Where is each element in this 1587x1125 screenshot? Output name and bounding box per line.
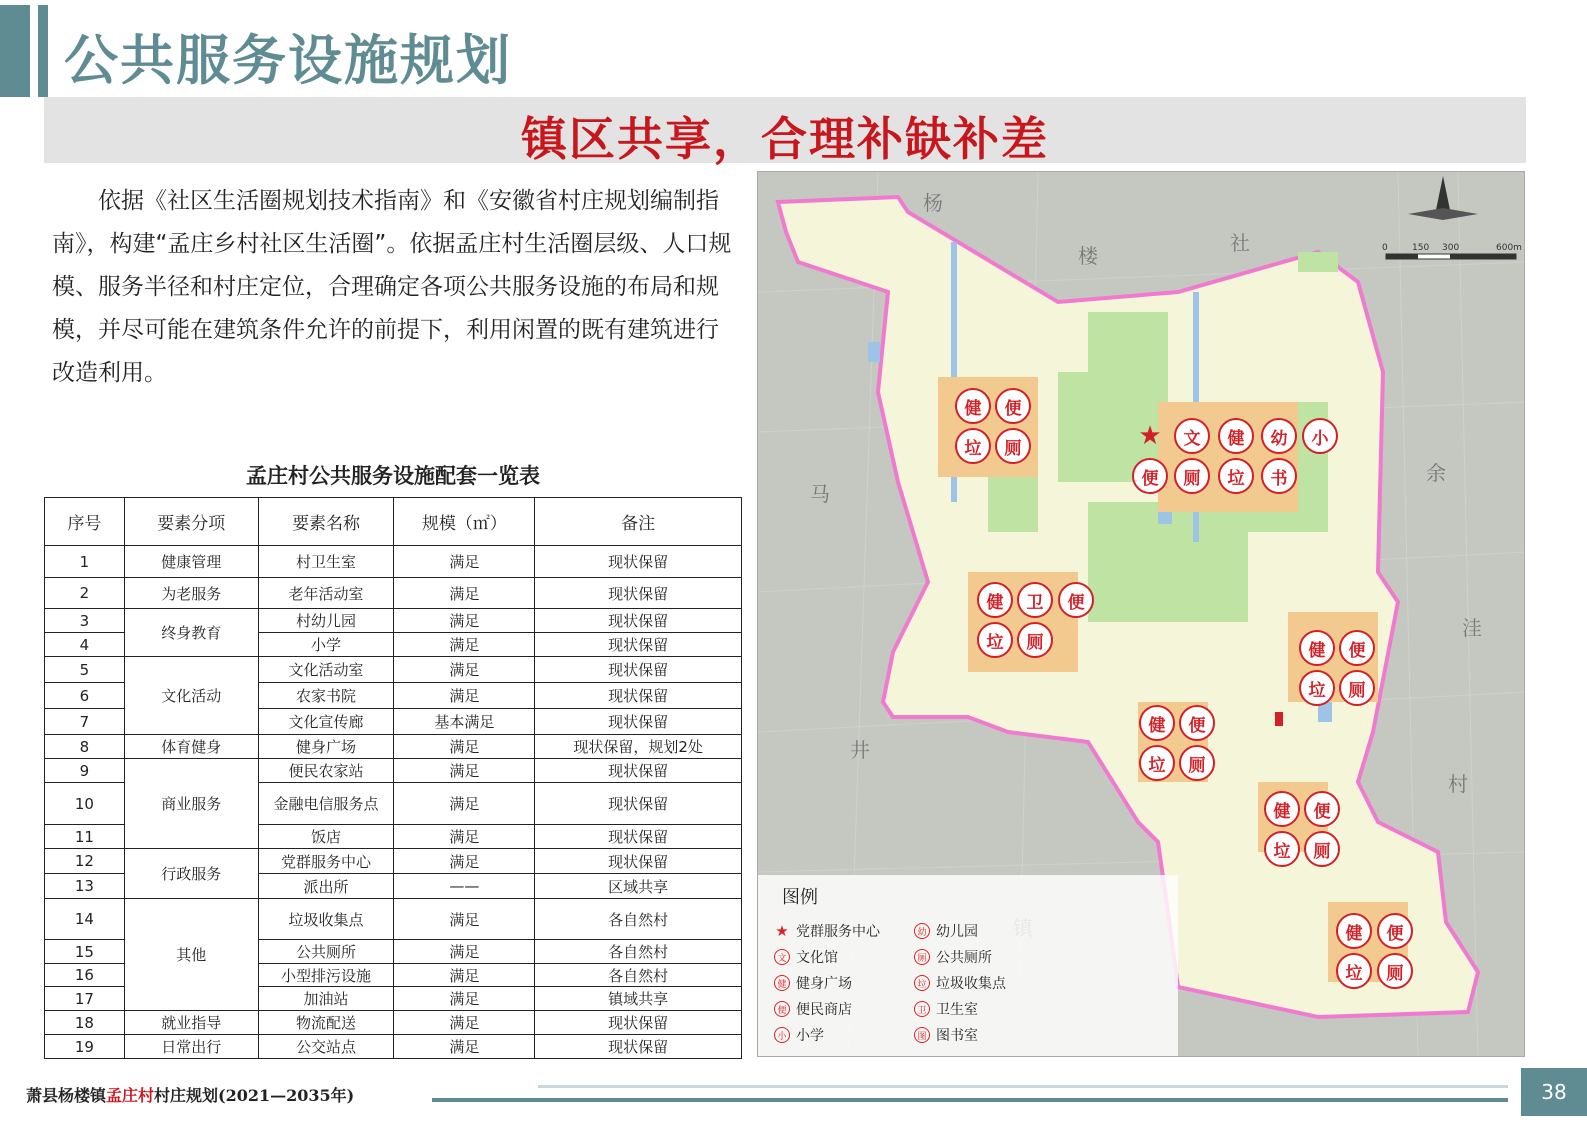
cell-note: 现状保留 bbox=[535, 759, 742, 783]
cell-scale: —— bbox=[394, 874, 535, 899]
facility-map bbox=[757, 171, 1525, 1057]
cell-no: 17 bbox=[45, 987, 125, 1011]
facility-table bbox=[44, 497, 742, 1059]
table-row bbox=[45, 578, 742, 609]
legend-title: 图例 bbox=[782, 887, 818, 908]
convenience-store-marker[interactable]: 便 bbox=[1132, 458, 1168, 494]
fitness-plaza-marker[interactable]: 健 bbox=[1139, 705, 1175, 741]
cell-name: 物流配送 bbox=[258, 1011, 394, 1035]
clinic-icon: 卫 bbox=[914, 1001, 930, 1017]
cell-note: 现状保留，规划2处 bbox=[535, 735, 742, 759]
public-toilet-marker[interactable]: 厕 bbox=[1339, 670, 1375, 706]
garbage-point-marker[interactable]: 垃 bbox=[977, 622, 1013, 658]
cell-category: 健康管理 bbox=[124, 546, 258, 578]
legend-label: 幼儿园 bbox=[936, 924, 978, 940]
library-marker[interactable]: 书 bbox=[1261, 458, 1297, 494]
legend-label: 图书室 bbox=[936, 1028, 978, 1044]
place-label: 马 bbox=[810, 482, 830, 506]
culture-hall-marker[interactable]: 文 bbox=[1174, 418, 1210, 454]
fitness-plaza-marker[interactable]: 健 bbox=[977, 582, 1013, 618]
table-row bbox=[45, 849, 742, 874]
legend-item bbox=[774, 921, 880, 941]
cell-no: 3 bbox=[45, 609, 125, 633]
cell-no: 8 bbox=[45, 735, 125, 759]
cell-category: 体育健身 bbox=[124, 735, 258, 759]
table-header-row bbox=[45, 498, 742, 546]
party-service-center-marker[interactable]: ★ bbox=[1138, 421, 1162, 451]
cell-note: 现状保留 bbox=[535, 709, 742, 735]
table-title: 孟庄村公共服务设施配套一览表 bbox=[246, 464, 540, 488]
legend-item bbox=[914, 1025, 978, 1045]
school-icon: 小 bbox=[774, 1027, 790, 1043]
legend-item bbox=[914, 947, 992, 967]
place-label: 楼 bbox=[1078, 244, 1098, 268]
footer-divider-light bbox=[538, 1085, 1508, 1088]
cell-no: 12 bbox=[45, 849, 125, 874]
cell-scale: 满足 bbox=[394, 940, 535, 964]
cell-note: 各自然村 bbox=[535, 940, 742, 964]
cell-scale: 满足 bbox=[394, 1035, 535, 1059]
garbage-point-marker[interactable]: 垃 bbox=[1218, 458, 1254, 494]
cell-note: 现状保留 bbox=[535, 683, 742, 709]
convenience-store-marker[interactable]: 便 bbox=[1339, 630, 1375, 666]
cell-scale: 满足 bbox=[394, 849, 535, 874]
garbage-point-marker[interactable]: 垃 bbox=[1336, 953, 1372, 989]
kindergarten-marker[interactable]: 幼 bbox=[1261, 418, 1297, 454]
cell-note: 现状保留 bbox=[535, 783, 742, 825]
cell-category: 为老服务 bbox=[124, 578, 258, 609]
cell-note: 现状保留 bbox=[535, 1011, 742, 1035]
intro-paragraph: 依据《社区生活圈规划技术指南》和《安徽省村庄规划编制指南》，构建“孟庄乡村社区生活圈”。依据孟庄村生活圈层级、人口规模、服务半径和村庄定位，合理确定各项公共服务设施的布局和规模，并尽可能在建筑条件允许的前提下，利用闲置的既有建筑进行改造利用。 bbox=[52, 188, 732, 386]
banner-text: 镇区共享，合理补缺补差 bbox=[521, 112, 1049, 166]
public-toilet-marker[interactable]: 厕 bbox=[1017, 622, 1053, 658]
kindergarten-icon: 幼 bbox=[914, 923, 930, 939]
cell-name: 小学 bbox=[258, 633, 394, 657]
place-label: 社 bbox=[1230, 231, 1250, 255]
cell-no: 4 bbox=[45, 633, 125, 657]
place-label: 井 bbox=[850, 738, 870, 762]
cell-name: 农家书院 bbox=[258, 683, 394, 709]
cell-scale: 满足 bbox=[394, 735, 535, 759]
garbage-point-marker[interactable]: 垃 bbox=[955, 428, 991, 464]
cell-note: 现状保留 bbox=[535, 849, 742, 874]
cell-note: 现状保留 bbox=[535, 546, 742, 578]
table-row bbox=[45, 759, 742, 783]
header-category: 要素分项 bbox=[124, 498, 258, 546]
page-number: 38 bbox=[1521, 1068, 1587, 1116]
cell-category: 其他 bbox=[124, 899, 258, 1011]
cell-scale: 满足 bbox=[394, 657, 535, 683]
cell-name: 加油站 bbox=[258, 987, 394, 1011]
garbage-point-marker[interactable]: 垃 bbox=[1299, 670, 1335, 706]
fitness-plaza-marker[interactable]: 健 bbox=[1218, 418, 1254, 454]
cell-name: 公交站点 bbox=[258, 1035, 394, 1059]
place-label: 杨 bbox=[923, 191, 943, 215]
legend-item bbox=[774, 973, 852, 993]
cell-no: 6 bbox=[45, 683, 125, 709]
table-row bbox=[45, 546, 742, 578]
cell-scale: 满足 bbox=[394, 683, 535, 709]
cell-scale: 满足 bbox=[394, 1011, 535, 1035]
legend-label: 小学 bbox=[796, 1028, 824, 1044]
public-toilet-marker[interactable]: 厕 bbox=[1304, 831, 1340, 867]
header-no: 序号 bbox=[45, 498, 125, 546]
footer-caption bbox=[26, 1083, 354, 1106]
cell-name: 村卫生室 bbox=[258, 546, 394, 578]
cell-name: 文化宣传廊 bbox=[258, 709, 394, 735]
cell-no: 16 bbox=[45, 964, 125, 987]
public-toilet-marker[interactable]: 厕 bbox=[995, 428, 1031, 464]
cell-note: 区域共享 bbox=[535, 874, 742, 899]
convenience-store-marker[interactable]: 便 bbox=[1304, 791, 1340, 827]
cell-no: 7 bbox=[45, 709, 125, 735]
legend-item bbox=[914, 921, 978, 941]
cell-name: 便民农家站 bbox=[258, 759, 394, 783]
scale-label-0: 0 bbox=[1382, 243, 1388, 253]
map-legend bbox=[758, 875, 1178, 1057]
star-icon: ★ bbox=[775, 922, 789, 940]
cell-name: 老年活动室 bbox=[258, 578, 394, 609]
place-label: 村 bbox=[1448, 772, 1468, 796]
header-scale: 规模（㎡） bbox=[394, 498, 535, 546]
cell-no: 5 bbox=[45, 657, 125, 683]
cell-category: 日常出行 bbox=[124, 1035, 258, 1059]
cell-scale: 满足 bbox=[394, 899, 535, 940]
page-title: 公共服务设施规划 bbox=[64, 29, 512, 92]
cell-no: 19 bbox=[45, 1035, 125, 1059]
public-toilet-marker[interactable]: 厕 bbox=[1377, 953, 1413, 989]
cell-category: 商业服务 bbox=[124, 759, 258, 849]
cell-scale: 满足 bbox=[394, 825, 535, 849]
public-toilet-marker[interactable]: 厕 bbox=[1174, 458, 1210, 494]
legend-label: 垃圾收集点 bbox=[936, 976, 1006, 992]
legend-item bbox=[774, 947, 838, 967]
cell-scale: 满足 bbox=[394, 987, 535, 1011]
fitness-plaza-marker[interactable]: 健 bbox=[1299, 630, 1335, 666]
scale-bar bbox=[1386, 254, 1516, 259]
toilet-icon: 厕 bbox=[914, 949, 930, 965]
cell-category: 行政服务 bbox=[124, 849, 258, 899]
cell-category: 就业指导 bbox=[124, 1011, 258, 1035]
table-row bbox=[45, 609, 742, 633]
cell-scale: 满足 bbox=[394, 783, 535, 825]
legend-label: 党群服务中心 bbox=[796, 924, 880, 940]
cell-no: 13 bbox=[45, 874, 125, 899]
footer-village: 孟庄村 bbox=[106, 1086, 155, 1105]
cell-no: 15 bbox=[45, 940, 125, 964]
cell-note: 各自然村 bbox=[535, 964, 742, 987]
cell-scale: 满足 bbox=[394, 546, 535, 578]
legend-label: 健身广场 bbox=[796, 976, 852, 992]
culture-hall-icon: 文 bbox=[774, 949, 790, 965]
cell-name: 公共厕所 bbox=[258, 940, 394, 964]
cell-no: 14 bbox=[45, 899, 125, 940]
cell-category: 文化活动 bbox=[124, 657, 258, 735]
primary-school-marker[interactable]: 小 bbox=[1302, 418, 1338, 454]
public-toilet-marker[interactable]: 厕 bbox=[1179, 745, 1215, 781]
cell-name: 派出所 bbox=[258, 874, 394, 899]
scale-label-300: 300 bbox=[1442, 243, 1460, 253]
cell-no: 9 bbox=[45, 759, 125, 783]
cell-note: 现状保留 bbox=[535, 578, 742, 609]
legend-item bbox=[914, 999, 978, 1019]
cell-no: 18 bbox=[45, 1011, 125, 1035]
cell-scale: 满足 bbox=[394, 633, 535, 657]
cell-note: 现状保留 bbox=[535, 633, 742, 657]
legend-item bbox=[774, 999, 852, 1019]
table-row bbox=[45, 1035, 742, 1059]
cell-note: 现状保留 bbox=[535, 609, 742, 633]
cell-note: 各自然村 bbox=[535, 899, 742, 940]
legend-item bbox=[774, 1025, 824, 1045]
convenience-store-marker[interactable]: 便 bbox=[1377, 913, 1413, 949]
cell-no: 10 bbox=[45, 783, 125, 825]
library-icon: 图 bbox=[914, 1027, 930, 1043]
store-icon: 便 bbox=[774, 1001, 790, 1017]
title-accent-bar-thin bbox=[38, 5, 48, 97]
cell-name: 金融电信服务点 bbox=[258, 783, 394, 825]
table-row bbox=[45, 657, 742, 683]
cell-name: 文化活动室 bbox=[258, 657, 394, 683]
title-accent-bar bbox=[0, 5, 30, 97]
garbage-point-marker[interactable]: 垃 bbox=[1139, 745, 1175, 781]
legend-label: 公共厕所 bbox=[936, 950, 992, 966]
footer-prefix: 萧县杨楼镇 bbox=[26, 1086, 107, 1105]
cell-category: 终身教育 bbox=[124, 609, 258, 657]
convenience-store-marker[interactable]: 便 bbox=[1058, 582, 1094, 618]
garbage-point-marker[interactable]: 垃 bbox=[1264, 831, 1300, 867]
cell-scale: 满足 bbox=[394, 964, 535, 987]
cell-name: 小型排污设施 bbox=[258, 964, 394, 987]
cell-scale: 基本满足 bbox=[394, 709, 535, 735]
convenience-store-marker[interactable]: 便 bbox=[995, 388, 1031, 424]
scale-label-600m: 600m bbox=[1496, 243, 1522, 253]
garbage-icon: 垃 bbox=[914, 975, 930, 991]
cell-name: 健身广场 bbox=[258, 735, 394, 759]
table-row bbox=[45, 735, 742, 759]
footer-suffix: 村庄规划(2021—2035年) bbox=[154, 1086, 355, 1105]
cell-scale: 满足 bbox=[394, 609, 535, 633]
cell-name: 党群服务中心 bbox=[258, 849, 394, 874]
scale-label-150: 150 bbox=[1412, 243, 1430, 253]
fitness-plaza-marker[interactable]: 健 bbox=[1264, 791, 1300, 827]
cell-note: 现状保留 bbox=[535, 1035, 742, 1059]
fitness-icon: 健 bbox=[774, 975, 790, 991]
header-name: 要素名称 bbox=[258, 498, 394, 546]
fitness-plaza-marker[interactable]: 健 bbox=[1336, 913, 1372, 949]
place-label: 余 bbox=[1426, 461, 1446, 485]
cell-name: 垃圾收集点 bbox=[258, 899, 394, 940]
table-row bbox=[45, 1011, 742, 1035]
cell-no: 1 bbox=[45, 546, 125, 578]
legend-label: 卫生室 bbox=[936, 1002, 978, 1018]
subtitle-banner bbox=[44, 97, 1526, 166]
cell-no: 11 bbox=[45, 825, 125, 849]
legend-label: 便民商店 bbox=[796, 1002, 852, 1018]
convenience-store-marker[interactable]: 便 bbox=[1179, 705, 1215, 741]
cell-note: 镇域共享 bbox=[535, 987, 742, 1011]
legend-label: 文化馆 bbox=[796, 950, 838, 966]
header-note: 备注 bbox=[535, 498, 742, 546]
cell-scale: 满足 bbox=[394, 578, 535, 609]
cell-note: 现状保留 bbox=[535, 657, 742, 683]
fitness-plaza-marker[interactable]: 健 bbox=[955, 388, 991, 424]
footer-divider bbox=[432, 1098, 1508, 1102]
clinic-marker[interactable]: 卫 bbox=[1017, 582, 1053, 618]
table-row bbox=[45, 899, 742, 940]
cell-note: 现状保留 bbox=[535, 825, 742, 849]
cell-no: 2 bbox=[45, 578, 125, 609]
cell-name: 饭店 bbox=[258, 825, 394, 849]
legend-item bbox=[914, 973, 1006, 993]
place-label: 洼 bbox=[1462, 616, 1482, 640]
cell-name: 村幼儿园 bbox=[258, 609, 394, 633]
cell-scale: 满足 bbox=[394, 759, 535, 783]
